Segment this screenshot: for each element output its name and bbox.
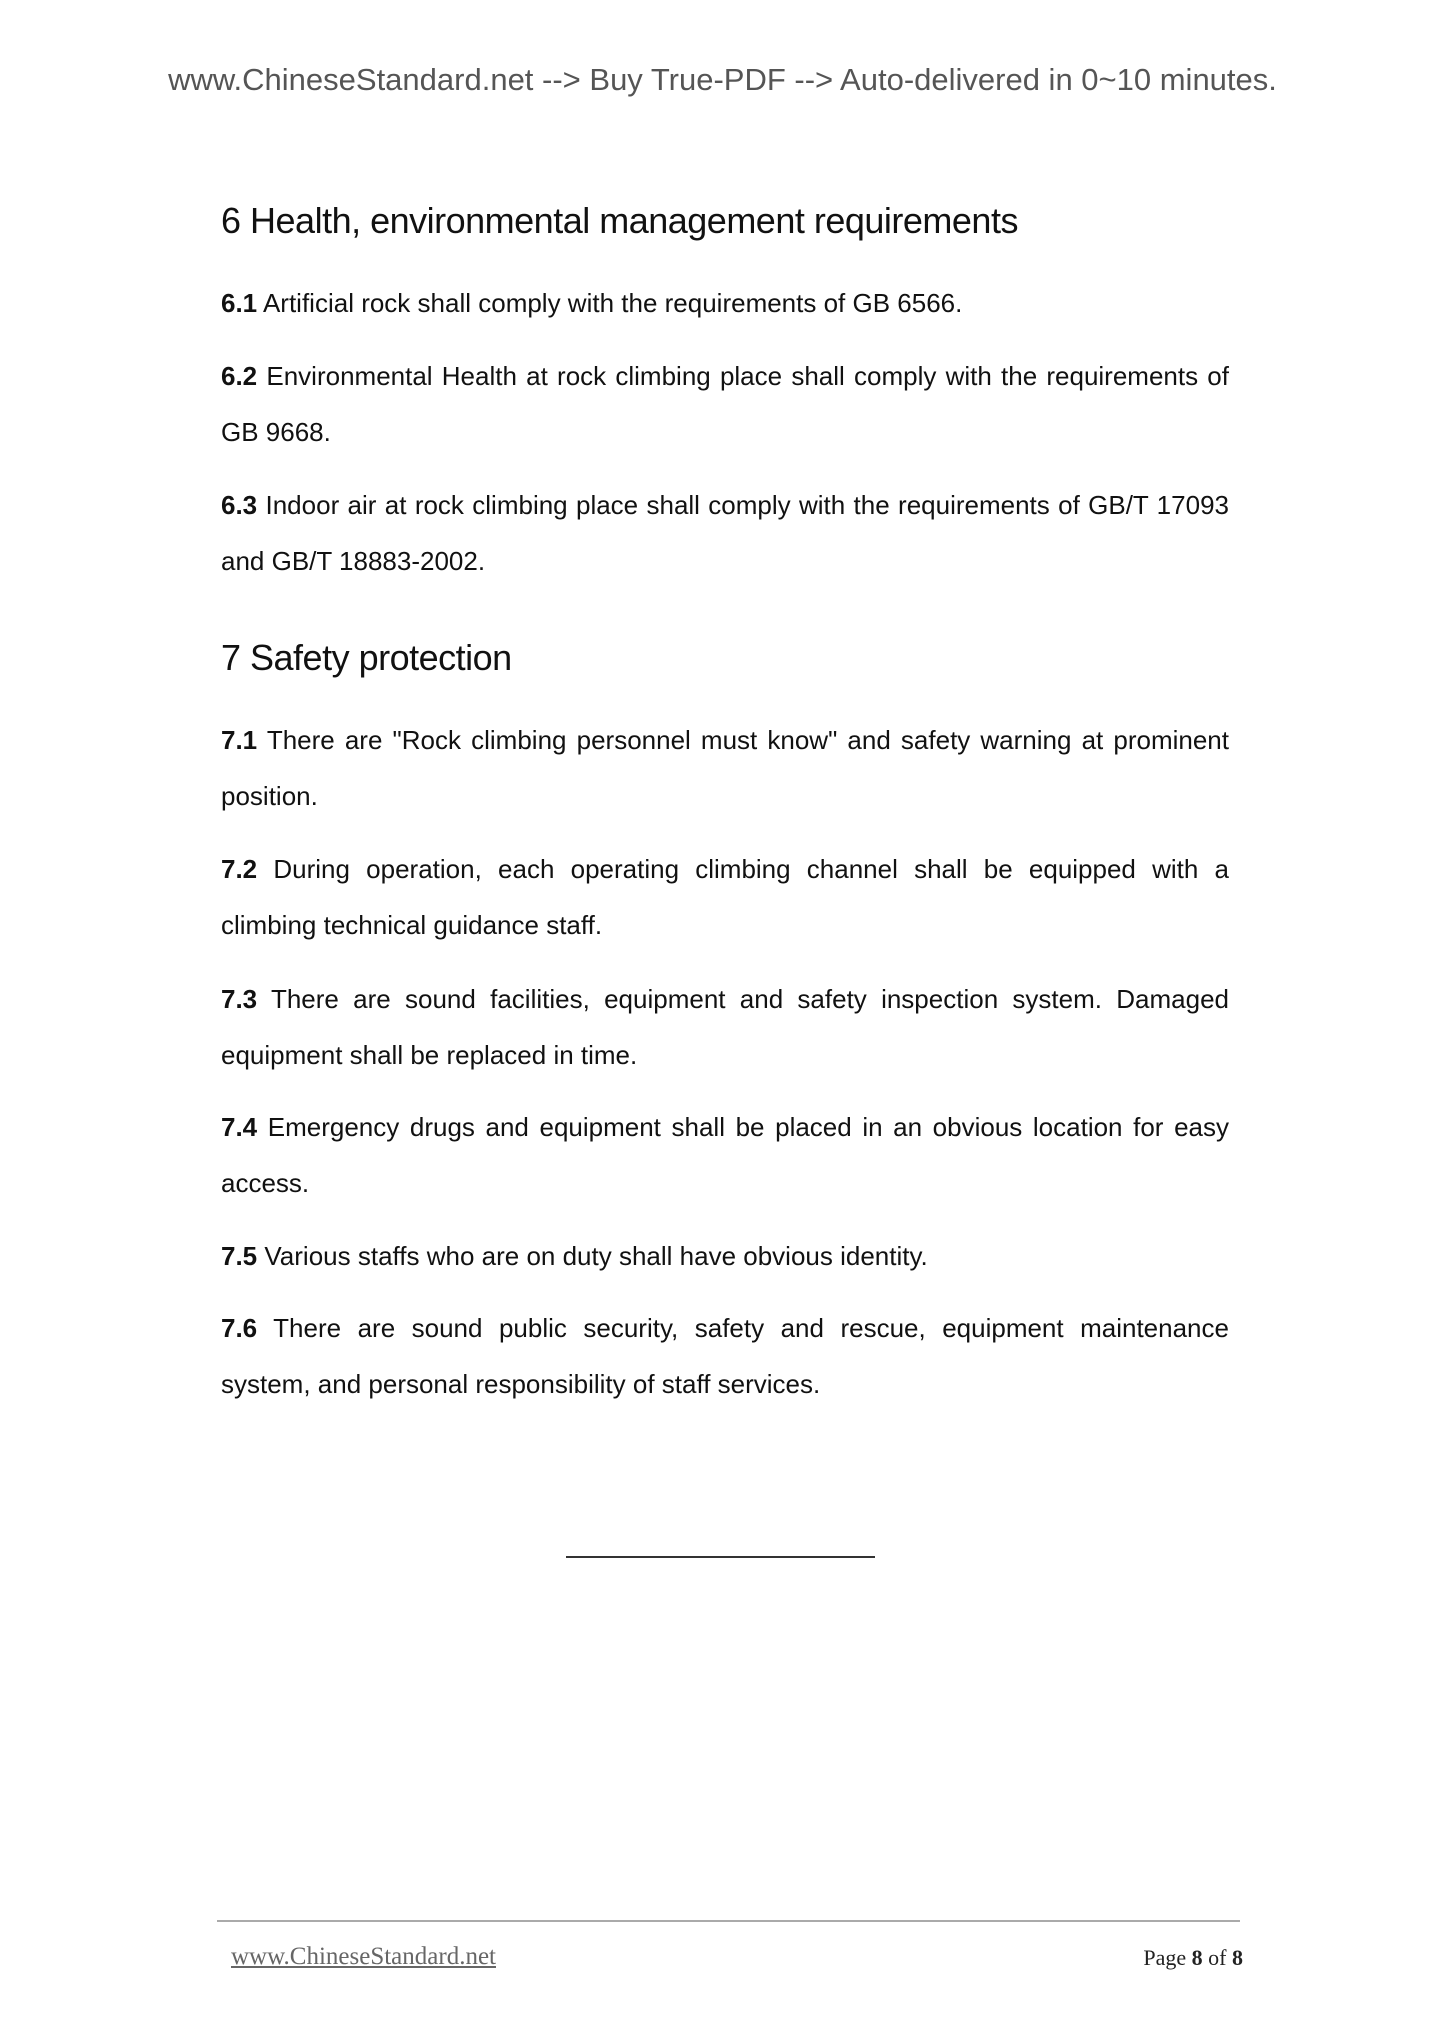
header-banner: www.ChineseStandard.net --> Buy True-PDF --> Auto-delivered in 0~10 minutes. xyxy=(168,62,1277,97)
clause-number: 7.2 xyxy=(221,854,258,884)
clause-number: 7.4 xyxy=(221,1112,258,1142)
clause-7-5 xyxy=(221,1228,1229,1284)
clause-text: Environmental Health at rock climbing place shall comply with the requirements of GB 9668. xyxy=(221,361,1229,447)
clause-7-6 xyxy=(221,1300,1229,1412)
clause-text: There are sound facilities, equipment and safety inspection system. Damaged equipment shall be replaced in time. xyxy=(221,984,1229,1070)
clause-7-1 xyxy=(221,712,1229,824)
clause-text: Emergency drugs and equipment shall be placed in an obvious location for easy access. xyxy=(221,1112,1229,1198)
clause-text: There are sound public security, safety and rescue, equipment maintenance system, and personal responsibility of staff services. xyxy=(221,1313,1229,1399)
clause-text: During operation, each operating climbing channel shall be equipped with a climbing technical guidance staff. xyxy=(221,854,1229,940)
page-number xyxy=(1143,1945,1243,1971)
section-7-heading: 7 Safety protection xyxy=(221,637,512,678)
clause-text: Artificial rock shall comply with the requirements of GB 6566. xyxy=(262,288,963,318)
section-6-heading: 6 Health, environmental management requirements xyxy=(221,200,1018,241)
page-current: 8 xyxy=(1191,1945,1203,1970)
clause-number: 7.6 xyxy=(221,1313,258,1343)
page-label: Page xyxy=(1143,1945,1187,1970)
end-separator xyxy=(566,1556,875,1558)
clause-number: 7.3 xyxy=(221,984,258,1014)
clause-6-1 xyxy=(221,275,1229,331)
footer-divider xyxy=(217,1920,1240,1922)
clause-number: 6.2 xyxy=(221,361,258,391)
clause-7-2 xyxy=(221,841,1229,953)
clause-number: 7.1 xyxy=(221,725,258,755)
clause-text: There are "Rock climbing personnel must know" and safety warning at prominent position. xyxy=(221,725,1229,811)
clause-text: Various staffs who are on duty shall have obvious identity. xyxy=(264,1241,928,1271)
clause-7-4 xyxy=(221,1099,1229,1211)
page-of-label: of xyxy=(1208,1945,1227,1970)
clause-number: 6.3 xyxy=(221,490,258,520)
clause-6-3 xyxy=(221,477,1229,589)
page-total: 8 xyxy=(1232,1945,1243,1970)
clause-text: Indoor air at rock climbing place shall comply with the requirements of GB/T 17093 and GB/T 18883-2002. xyxy=(221,490,1229,576)
clause-number: 6.1 xyxy=(221,288,258,318)
clause-7-3 xyxy=(221,971,1229,1083)
clause-number: 7.5 xyxy=(221,1241,258,1271)
clause-6-2 xyxy=(221,348,1229,460)
footer-website-link[interactable]: www.ChineseStandard.net xyxy=(231,1943,496,1970)
